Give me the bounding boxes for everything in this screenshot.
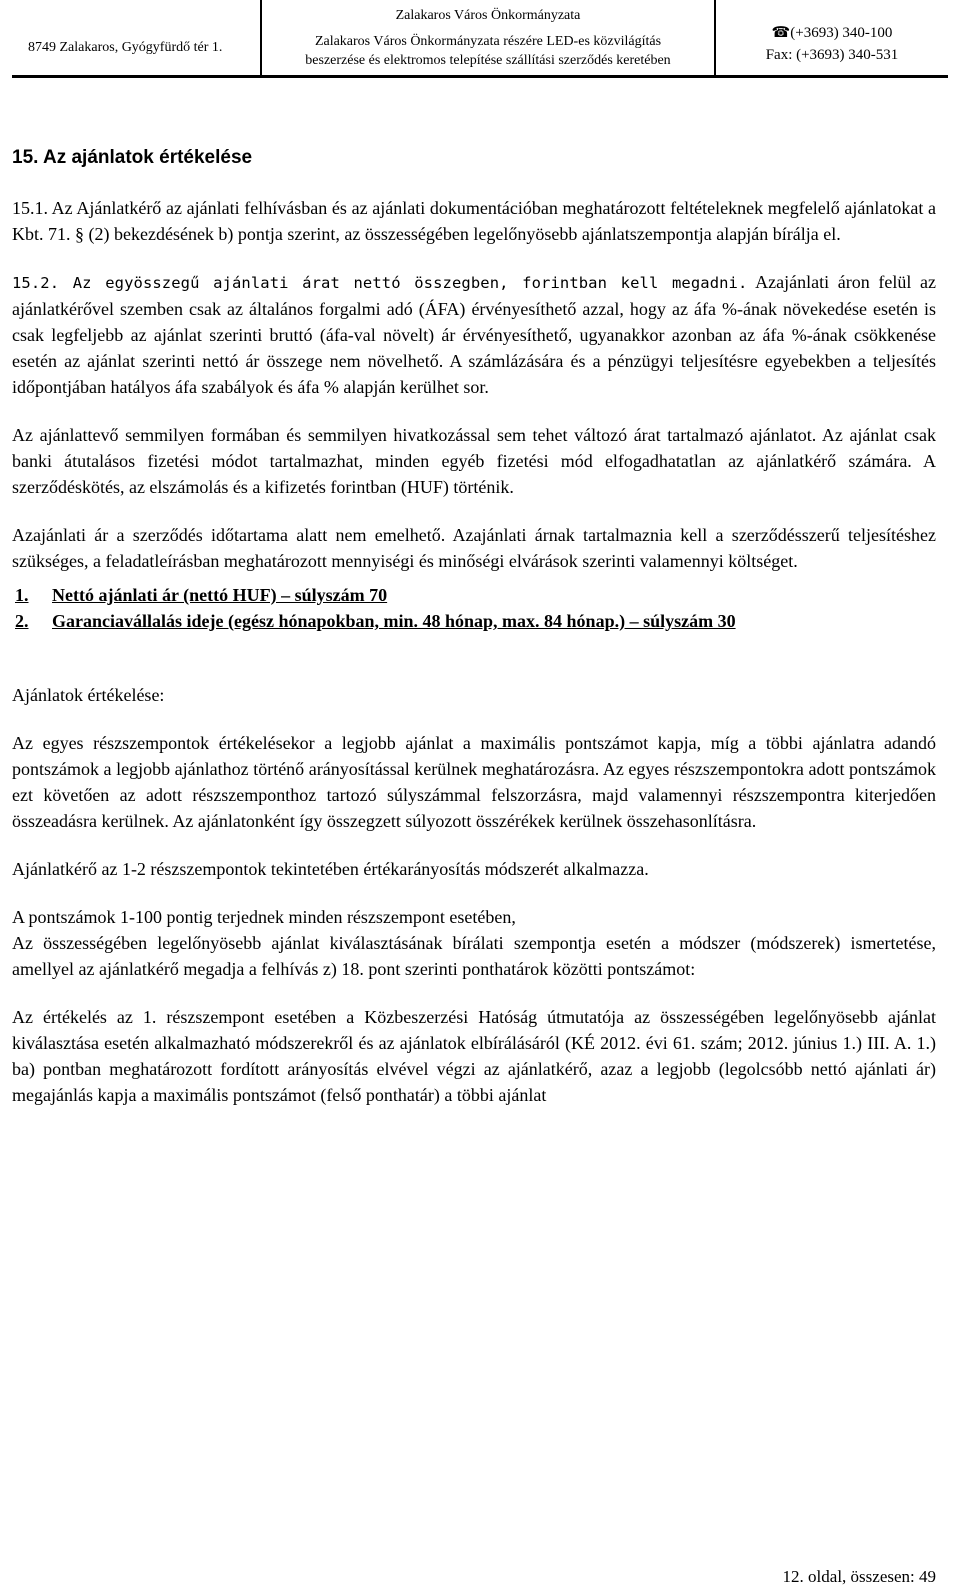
phone-icon: ☎ <box>771 25 791 41</box>
header-address-cell <box>12 0 260 75</box>
document-body <box>12 145 936 1108</box>
paragraph-scoring: Az egyes részszempontok értékelésekor a legjobb ajánlat a maximális pontszámot kapja, míg a többi ajánlatra adandó pontszámok a legjobb ajánlathoz történő arányosítással kerülnek meghatározásra. Az egyes részszempontokra adott pontszámok ezt követően az adott részszemponthoz tartozó súlyszámmal felszorzásra, majd valamennyi részszempontra kiterjedően összeadásra kerülnek. Az ajánlatonként így összegzett súlyozott összérékek kerülnek összehasonlításra. <box>12 733 936 831</box>
criteria-number: 1. <box>15 585 29 605</box>
criteria-item <box>15 582 936 608</box>
paragraph-price-fixed: Azajánlati ár a szerződés időtartama alatt nem emelhető. Azajánlati árnak tartalmaznia kell a szerződésszerű teljesítéshez szükséges, a feladatleírásban meghatározott mennyiségi és minőségi elvárások szerinti valamennyi költséget. <box>12 525 936 571</box>
paragraph-range: A pontszámok 1-100 pontig terjednek minden részszempont esetében, <box>12 907 516 927</box>
evaluation-heading: Ajánlatok értékelése: <box>12 685 165 705</box>
page-number: 12. oldal, összesen: 49 <box>782 1567 936 1586</box>
criteria-text: Nettó ajánlati ár (nettó HUF) – súlyszám 70 <box>52 585 388 605</box>
paragraph-15-2-lead: 15.2. Az egyösszegű ajánlati árat nettó összegben, forintban kell megadni. <box>12 274 748 292</box>
header-project-line1: Zalakaros Város Önkormányzata részére LED-es közvilágítás <box>314 34 662 49</box>
paragraph-evaluation-1: Az értékelés az 1. részszempont esetében a Közbeszerzési Hatóság útmutatója az összességében legelőnyösebb ajánlat kiválasztása esetén alkalmazható módszerekről és az ajánlatok elbírálásáról (KÉ 2012. évi 61. szám; 2012. június 1.) III. A. 1.) ba) pontban meghatározott fordított arányosítás elvével végzi az ajánlatkérő, azaz a legjobb (legolcsóbb nettó ajánlati ár) megajánlás kapja a maximális pontszámot (felső ponthatár) a többi ajánlat <box>12 1007 936 1105</box>
criteria-number: 2. <box>15 611 29 631</box>
header-project-line2: beszerzése és elektromos telepítése szállítási szerződés keretében <box>305 53 671 68</box>
paragraph-15-2-rest: Azajánlati áron felül az ajánlatkérővel szemben csak az általános forgalmi adó (ÁFA) érvényesíthető azzal, hogy az áfa %-ának növekedése esetén is csak legfeljebb az ajánlat szerinti bruttó (áfa-val növelt) ár érvényesíthető, ugyanakkor azonban az áfa %-ának csökkenése esetén az ajánlat szerinti nettó ár összege nem növelhető. A számlázására és a pénzügyi teljesítésre egyebekben a teljesítés időpontjában hatályos áfa szabályok és áfa % alapján kerülhet sor. <box>12 272 937 397</box>
header-project-cell <box>262 0 714 75</box>
header-org: Zalakaros Város Önkormányzata <box>395 8 581 23</box>
criteria-text: Garanciavállalás ideje (egész hónapokban, min. 48 hónap, max. 84 hónap.) – súlyszám 30 <box>52 611 736 631</box>
paragraph-method: Ajánlatkérő az 1-2 részszempontok tekintetében értékarányosítás módszerét alkalmazza. <box>12 859 649 879</box>
paragraph-method-description: Az összességében legelőnyösebb ajánlat kiválasztásának bírálati szempontja esetén a módszer (módszerek) ismertetése, amellyel az ajánlatkérő megadja a felhívás z) 18. pont szerinti ponthatárok közötti pontszámot: <box>12 933 936 979</box>
page-header <box>12 0 948 78</box>
paragraph-price-rules: Az ajánlattevő semmilyen formában és semmilyen hivatkozással sem tehet változó árat tartalmazó ajánlatot. Az ajánlat csak banki átutalásos fizetési módot tartalmazhat, minden egyéb fizetési mód elfogadhatatlan az ajánlatkérő számára. A szerződéskötés, az elszámolás és a kifizetés forintban (HUF) történik. <box>12 425 936 497</box>
header-project <box>262 32 714 70</box>
criteria-item <box>15 608 936 634</box>
header-contact-cell <box>716 0 948 75</box>
header-address: 8749 Zalakaros, Gyógyfürdő tér 1. <box>28 40 223 55</box>
header-fax: Fax: (+3693) 340-531 <box>765 47 899 63</box>
paragraph-15-1: 15.1. Az Ajánlatkérő az ajánlati felhívásban és az ajánlati dokumentációban meghatározott feltételeknek megfelelő ajánlatokat a Kbt. 71. § (2) bekezdésének b) pontja szerint, az összességében legelőnyösebb ajánlatszempontja alapján bírálja el. <box>12 198 936 244</box>
header-contact <box>716 22 948 66</box>
header-phone: (+3693) 340-100 <box>790 25 893 41</box>
paragraph-15-2 <box>12 269 936 400</box>
criteria-list <box>12 582 936 634</box>
section-title: 15. Az ajánlatok értékelése <box>12 147 253 168</box>
